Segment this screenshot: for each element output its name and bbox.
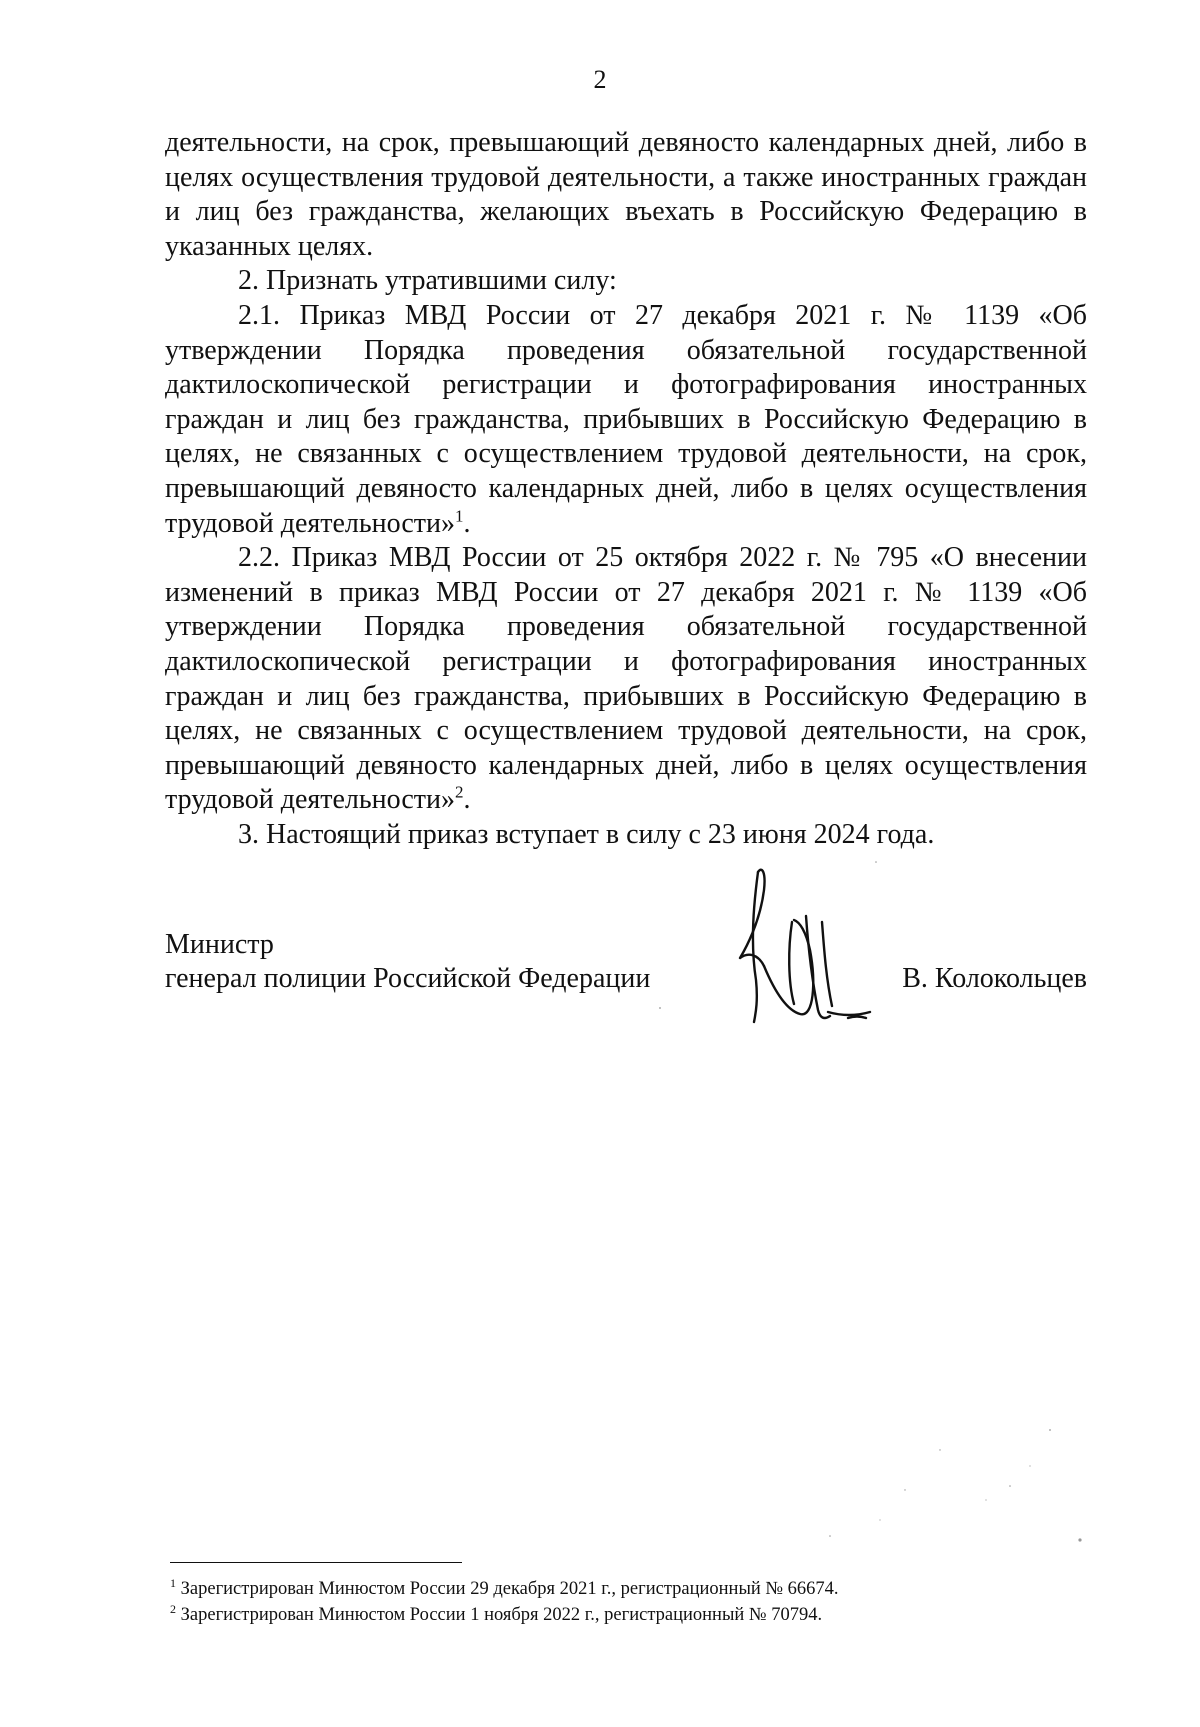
footnote-1-text: Зарегистрирован Минюстом России 29 декабря 2021 г., регистрационный № 66674. [176, 1579, 839, 1599]
paragraph-item-2-2 [165, 541, 1087, 818]
footnotes [170, 1576, 1070, 1628]
signatory-name: В. Колокольцев [902, 963, 1087, 994]
footnote-1-marker: 1 [170, 1575, 176, 1590]
signature-block [165, 928, 1087, 998]
paragraph-item-2-1-text: 2.1. Приказ МВД России от 27 декабря 2021 г. № 1139 «Об утверждении Порядка проведения обязательной государственной дактилоскопической регистрации и фотографирования иностранных граждан и лиц без гражданства, прибывших в Российскую Федерацию в целях, не связанных с осуществлением трудовой деятельности, на срок, превышающий девяносто календарных дней, либо в целях осуществления трудовой деятельности» [165, 299, 1087, 539]
paragraph-item-2-1 [165, 299, 1087, 541]
paragraph-item-3: 3. Настоящий приказ вступает в силу с 23 июня 2024 года. [238, 818, 935, 850]
footnote-separator [170, 1562, 462, 1563]
footnote-2-marker: 2 [170, 1601, 176, 1616]
footnote-2-text: Зарегистрирован Минюстом России 1 ноября 2022 г., регистрационный № 70794. [176, 1605, 823, 1625]
paragraph-item-2: 2. Признать утратившими силу: [238, 265, 617, 297]
footnote-ref-2: 2 [455, 782, 464, 802]
footnote-ref-1: 1 [455, 506, 464, 526]
paragraph-item-2-1-end: . [463, 507, 471, 539]
footnote-1 [170, 1576, 1070, 1602]
document-body [165, 126, 1087, 852]
handwritten-signature [728, 862, 878, 1034]
page-number: 2 [593, 65, 607, 94]
paragraph-item-2-2-text: 2.2. Приказ МВД России от 25 октября 2022 г. № 795 «О внесении изменений в приказ МВД России от 27 декабря 2021 г. № 1139 «Об утверждении Порядка проведения обязательной государственной дактилоскопической регистрации и фотографирования иностранных граждан и лиц без гражданства, прибывших в Российскую Федерацию в целях, не связанных с осуществлением трудовой деятельности, на срок, превышающий девяносто календарных дней, либо в целях осуществления трудовой деятельности» [165, 542, 1087, 816]
signatory-position: Министр [165, 929, 274, 960]
paragraph-continuation: деятельности, на срок, превышающий девяносто календарных дней, либо в целях осуществления трудовой деятельности, а также иностранных граждан и лиц без гражданства, желающих въехать в Российскую Федерацию в указанных целях. [165, 127, 1087, 262]
paragraph-item-2-2-end: . [463, 784, 471, 816]
signatory-rank: генерал полиции Российской Федерации [165, 963, 651, 994]
footnote-2 [170, 1602, 1070, 1628]
